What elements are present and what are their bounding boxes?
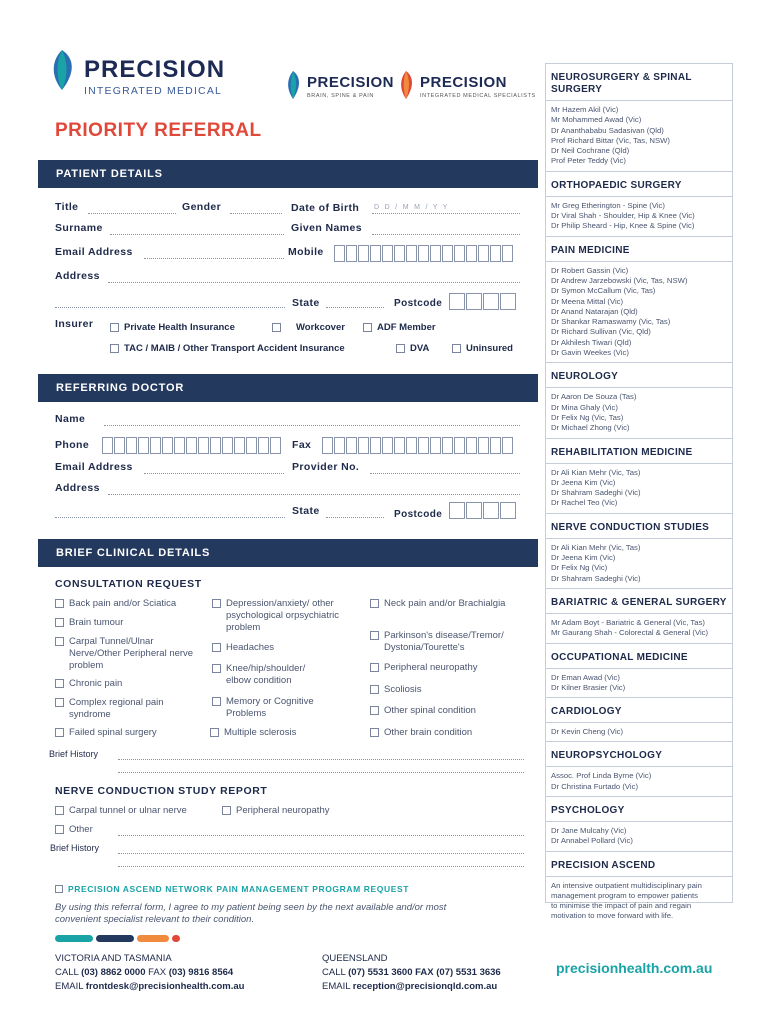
specialist-name: Dr Symon McCallum (Vic, Tas) <box>551 286 656 296</box>
consult-option-label: Other brain condition <box>384 727 473 738</box>
consult-option-label: Knee/hip/shoulder/ elbow condition <box>226 663 306 686</box>
specialist-name: Dr Viral Shah - Shoulder, Hip & Knee (Vic) <box>551 211 695 221</box>
specialist-name: Dr Shankar Ramaswamy (Vic, Tas) <box>551 317 671 327</box>
consult-option[interactable] <box>370 727 530 739</box>
qld-phone-fax[interactable]: (07) 5531 3600 FAX (07) 5531 3636 <box>348 967 501 978</box>
consultation-request-heading: CONSULTATION REQUEST <box>55 578 202 590</box>
consult-option-label: Neck pain and/or Brachialgia <box>384 598 506 609</box>
patient-state-field[interactable] <box>326 307 384 308</box>
consult-option[interactable] <box>370 598 535 610</box>
qld-email[interactable]: reception@precisionqld.com.au <box>352 981 498 992</box>
precision-leaf-icon <box>48 48 80 92</box>
doctor-name-field[interactable] <box>104 425 520 426</box>
patient-address-label: Address <box>55 270 100 282</box>
specialist-name: to minimise the impact of pain and regain <box>551 901 692 911</box>
consult-option[interactable] <box>212 663 332 687</box>
call-prefix: CALL <box>322 967 349 978</box>
brand-name: PRECISION <box>307 74 395 91</box>
vic-tas-title: VICTORIA AND TASMANIA <box>55 953 172 964</box>
specialist-name: management program to empower patients <box>551 890 698 900</box>
consult-option-label: Back pain and/or Sciatica <box>69 598 177 609</box>
specialist-name: Dr Kilner Brasier (Vic) <box>551 682 626 692</box>
consult-option[interactable] <box>370 684 530 696</box>
specialist-name: Dr Shahram Sadeghi (Vic) <box>551 573 641 583</box>
patient-postcode-label: Postcode <box>394 298 443 309</box>
specialty-section <box>546 64 732 172</box>
vic-email[interactable]: frontdesk@precisionhealth.com.au <box>85 981 245 992</box>
brand-stripes <box>55 935 180 942</box>
doctor-email-field[interactable] <box>144 473 284 474</box>
dva-checkbox[interactable] <box>396 343 429 354</box>
specialty-section <box>546 363 732 438</box>
precision-brain-spine-logo <box>285 68 395 102</box>
provider-number-field[interactable] <box>370 473 520 474</box>
specialist-name: Dr Philip Sheard - Hip, Knee & Spine (Vic) <box>551 221 695 231</box>
doctor-email-label: Email Address <box>55 461 133 473</box>
vic-fax: (03) 9816 8564 <box>168 967 234 978</box>
vic-phone[interactable]: (03) 8862 0000 <box>81 967 146 978</box>
specialist-name: Mr Greg Etherington - Spine (Vic) <box>551 200 665 210</box>
brief-history-label: Brief History <box>49 749 99 759</box>
specialty-section <box>546 237 732 364</box>
specialist-name: Dr Andrew Jarzebowski (Vic, Tas, NSW) <box>551 275 688 285</box>
consult-option[interactable] <box>55 598 205 610</box>
specialist-name: Mr Gaurang Shah - Colorectal & General (Vic) <box>551 628 709 638</box>
specialty-section <box>546 852 732 926</box>
gender-label: Gender <box>182 201 222 213</box>
doctor-phone-field[interactable] <box>102 437 282 454</box>
brand-subtitle: INTEGRATED MEDICAL SPECIALISTS <box>420 93 536 99</box>
brief-history-field[interactable] <box>118 759 524 760</box>
doctor-address-label: Address <box>55 482 100 494</box>
ncs-option-other[interactable] <box>55 824 115 836</box>
consult-option[interactable] <box>55 617 205 629</box>
specialist-name: Dr Richard Sullivan (Vic, Qld) <box>551 327 651 337</box>
specialist-name: Dr Anand Natarajan (Qld) <box>551 306 638 316</box>
consult-option-label: Peripheral neuropathy <box>384 662 478 673</box>
dob-field[interactable]: D D / M M / Y Y <box>374 204 450 211</box>
specialty-title: NERVE CONDUCTION STUDIES <box>546 514 732 539</box>
workcover-label: Workcover <box>296 322 345 333</box>
fax-prefix: FAX <box>145 967 169 978</box>
specialist-name: Dr Christina Furtado (Vic) <box>551 781 639 791</box>
tac-checkbox[interactable] <box>110 343 345 354</box>
brand-subtitle: INTEGRATED MEDICAL <box>84 85 223 97</box>
doctor-address-field[interactable] <box>108 494 520 495</box>
patient-details-header: PATIENT DETAILS <box>38 160 538 188</box>
specialty-section <box>546 172 732 237</box>
specialist-name: Dr Michael Zhong (Vic) <box>551 423 630 433</box>
consult-option-label: Brain tumour <box>69 617 124 628</box>
specialist-name: Dr Jeena Kim (Vic) <box>551 477 616 487</box>
qld-contact <box>322 952 501 994</box>
specialist-name: Dr Mina Ghaly (Vic) <box>551 402 618 412</box>
adf-member-checkbox[interactable] <box>363 322 436 333</box>
specialty-title: PAIN MEDICINE <box>546 237 732 262</box>
website-link[interactable]: precisionhealth.com.au <box>556 960 713 976</box>
specialty-title: ORTHOPAEDIC SURGERY <box>546 172 732 197</box>
specialty-section <box>546 644 732 699</box>
ncs-other-field[interactable] <box>118 835 524 836</box>
specialist-name: Assoc. Prof Linda Byrne (Vic) <box>551 771 652 781</box>
specialist-name: Dr Ali Kian Mehr (Vic, Tas) <box>551 542 641 552</box>
dob-underline <box>372 213 520 214</box>
consult-option[interactable] <box>55 727 205 739</box>
consult-option-label: Other spinal condition <box>384 705 476 716</box>
ncs-history-field[interactable] <box>118 853 524 854</box>
consult-option[interactable] <box>210 727 340 739</box>
specialist-name: Dr Robert Gassin (Vic) <box>551 265 629 275</box>
specialist-name: Dr Ananthababu Sadasivan (Qld) <box>551 125 664 135</box>
doctor-postcode-label: Postcode <box>394 509 443 520</box>
consult-option-label: Scoliosis <box>384 684 422 695</box>
specialist-name: motivation to move forward with life. <box>551 911 674 921</box>
specialist-name: Prof Richard Bittar (Vic, Tas, NSW) <box>551 135 670 145</box>
specialist-name: Dr Rachel Teo (Vic) <box>551 498 618 508</box>
specialist-name: Dr Jeena Kim (Vic) <box>551 553 616 563</box>
specialty-section <box>546 439 732 514</box>
consult-option-label: Complex regional pain syndrome <box>69 697 164 720</box>
consult-option-label: Chronic pain <box>69 678 123 689</box>
mobile-field[interactable] <box>334 245 514 262</box>
specialist-name: Dr Eman Awad (Vic) <box>551 672 620 682</box>
brief-history-label-2: Brief History <box>50 843 100 853</box>
given-names-field[interactable] <box>372 234 520 235</box>
patient-email-field[interactable] <box>144 258 284 259</box>
private-health-label: Private Health Insurance <box>124 322 235 333</box>
doctor-address-field-2[interactable] <box>55 517 285 518</box>
uninsured-checkbox[interactable] <box>452 343 513 354</box>
ncs-history-field-2[interactable] <box>118 866 524 867</box>
ncs-report-heading: NERVE CONDUCTION STUDY REPORT <box>55 785 268 797</box>
doctor-fax-label: Fax <box>292 439 312 451</box>
consult-option[interactable] <box>55 678 205 690</box>
workcover-checkbox[interactable] <box>272 322 345 333</box>
ncs-option-label: Other <box>69 824 93 835</box>
specialist-name: Dr Shahram Sadeghi (Vic) <box>551 488 641 498</box>
tac-label: TAC / MAIB / Other Transport Accident Insurance <box>124 343 345 354</box>
qld-title: QUEENSLAND <box>322 953 388 964</box>
doctor-postcode-field[interactable] <box>449 502 517 519</box>
consult-option[interactable] <box>370 705 530 717</box>
page-title: PRIORITY REFERRAL <box>55 120 262 141</box>
specialist-name: Mr Adam Boyt - Bariatric & General (Vic, Tas) <box>551 617 705 627</box>
vic-tas-contact <box>55 952 244 994</box>
consent-statement: By using this referral form, I agree to my patient being seen by the next available and/or most convenient specialist relevant to their condition. <box>55 902 447 925</box>
specialty-title: PSYCHOLOGY <box>546 797 732 822</box>
ncs-option-label: Peripheral neuropathy <box>236 805 330 816</box>
specialist-name: Dr Annabel Pollard (Vic) <box>551 836 633 846</box>
given-names-label: Given Names <box>291 222 362 234</box>
ncs-option-carpal[interactable] <box>55 805 225 817</box>
specialty-section <box>546 698 732 742</box>
ncs-option-label: Carpal tunnel or ulnar nerve <box>69 805 187 816</box>
consult-option[interactable] <box>370 662 530 674</box>
private-health-checkbox[interactable] <box>110 322 235 333</box>
specialist-name: Dr Jane Mulcahy (Vic) <box>551 825 627 835</box>
consult-option-label: Failed spinal surgery <box>69 727 157 738</box>
patient-email-label: Email Address <box>55 246 133 258</box>
uninsured-label: Uninsured <box>466 343 513 354</box>
surname-field[interactable] <box>110 234 284 235</box>
specialist-name: Dr Felix Ng (Vic, Tas) <box>551 412 624 422</box>
brand-name: PRECISION <box>420 74 508 91</box>
brief-history-field-2[interactable] <box>118 772 524 773</box>
specialist-name: Mr Hazem Akil (Vic) <box>551 105 619 114</box>
precision-main-logo <box>48 44 248 104</box>
surname-label: Surname <box>55 222 103 234</box>
specialist-name: Dr Ali Kian Mehr (Vic, Tas) <box>551 467 641 477</box>
dva-label: DVA <box>410 343 430 354</box>
consult-option-label: Multiple sclerosis <box>224 727 297 738</box>
specialist-name: Dr Kevin Cheng (Vic) <box>551 727 624 737</box>
ascend-program-label: PRECISION ASCEND NETWORK PAIN MANAGEMENT PROGRAM REQUEST <box>68 884 410 894</box>
specialist-name: Dr Akhilesh Tiwari (Qld) <box>551 337 632 347</box>
precision-leaf-icon <box>285 70 303 100</box>
specialty-title: NEUROLOGY <box>546 363 732 388</box>
referring-doctor-header: REFERRING DOCTOR <box>38 374 538 402</box>
mobile-label: Mobile <box>288 246 324 258</box>
provider-number-label: Provider No. <box>292 461 360 473</box>
email-prefix: EMAIL <box>322 981 353 992</box>
specialty-section <box>546 514 732 589</box>
ascend-program-checkbox[interactable] <box>55 884 409 894</box>
consult-option-label: Depression/anxiety/ other psychological orpsychiatric problem <box>226 598 339 633</box>
email-prefix: EMAIL <box>55 981 86 992</box>
title-field[interactable] <box>88 213 176 214</box>
clinical-details-header: BRIEF CLINICAL DETAILS <box>38 539 538 567</box>
specialty-title: NEUROPSYCHOLOGY <box>546 742 732 767</box>
consult-option[interactable] <box>212 642 342 654</box>
title-label: Title <box>55 201 79 213</box>
patient-postcode-field[interactable] <box>449 293 517 310</box>
specialty-section <box>546 742 732 797</box>
doctor-name-label: Name <box>55 413 86 425</box>
consult-option-label: Headaches <box>226 642 275 653</box>
brand-name: PRECISION <box>84 56 226 83</box>
specialty-title: CARDIOLOGY <box>546 698 732 723</box>
specialist-sidebar <box>545 63 733 921</box>
specialist-name: Mr Mohammed Awad (Vic) <box>551 115 642 125</box>
patient-address-field[interactable] <box>108 282 520 283</box>
consult-option[interactable] <box>212 598 342 634</box>
doctor-state-field[interactable] <box>326 517 384 518</box>
specialty-title: BARIATRIC & GENERAL SURGERY <box>546 589 732 614</box>
dob-label: Date of Birth <box>291 202 360 214</box>
specialty-title: NEUROSURGERY & SPINAL SURGERY <box>546 64 732 101</box>
patient-state-label: State <box>292 297 320 309</box>
specialty-title: PRECISION ASCEND <box>546 852 732 877</box>
specialist-name: Dr Neil Cochrane (Qld) <box>551 146 630 156</box>
consult-option-label: Carpal Tunnel/Ulnar Nerve/Other Peripheral nerve problem <box>69 636 194 671</box>
call-prefix: CALL <box>55 967 82 978</box>
brand-subtitle: BRAIN, SPINE & PAIN <box>307 93 374 99</box>
specialist-name: Dr Felix Ng (Vic) <box>551 563 608 573</box>
consult-option[interactable] <box>55 697 195 721</box>
consult-option-label: Parkinson's disease/Tremor/ Dystonia/Tourette's <box>384 630 504 653</box>
gender-field[interactable] <box>230 213 282 214</box>
specialist-name: Dr Aaron De Souza (Tas) <box>551 392 637 402</box>
specialist-name: Dr Meena Mittal (Vic) <box>551 296 624 306</box>
consult-option[interactable] <box>212 696 337 720</box>
patient-address-field-2[interactable] <box>55 307 285 308</box>
specialist-name: Prof Peter Teddy (Vic) <box>551 156 626 166</box>
consult-option[interactable] <box>55 636 195 672</box>
specialty-title: REHABILITATION MEDICINE <box>546 439 732 464</box>
specialty-section <box>546 589 732 644</box>
precision-specialists-logo <box>398 68 543 102</box>
insurer-label: Insurer <box>55 318 94 330</box>
specialty-title: OCCUPATIONAL MEDICINE <box>546 644 732 669</box>
consult-option-label: Memory or Cognitive Problems <box>226 696 314 719</box>
specialist-name: An intensive outpatient multidisciplinary pain <box>551 880 702 890</box>
precision-leaf-icon <box>398 70 416 100</box>
consult-option[interactable] <box>370 630 530 654</box>
adf-member-label: ADF Member <box>377 322 436 333</box>
doctor-fax-field[interactable] <box>322 437 514 454</box>
ncs-option-neuropathy[interactable] <box>222 805 392 817</box>
doctor-phone-label: Phone <box>55 439 90 451</box>
specialist-name: Dr Gavin Weekes (Vic) <box>551 348 629 358</box>
doctor-state-label: State <box>292 505 320 517</box>
specialty-section <box>546 797 732 852</box>
